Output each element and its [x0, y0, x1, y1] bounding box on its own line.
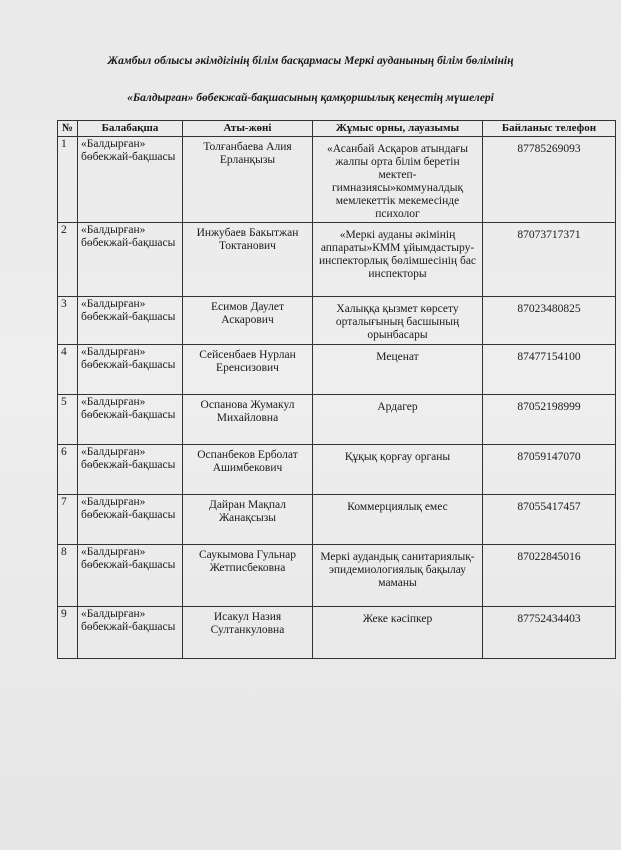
- table-row: [58, 223, 616, 297]
- cell-job: Коммерциялық емес: [313, 495, 483, 545]
- cell-job: «Асанбай Асқаров атындағы жалпы орта білім беретін мектеп-гимназиясы»коммуналдық мемлекеттік мекемесінде психолог: [313, 137, 483, 223]
- cell-phone: 87477154100: [483, 345, 616, 395]
- cell-phone: 87073717371: [483, 223, 616, 297]
- cell-kindergarten: «Балдырған» бөбекжай-бақшасы: [78, 137, 183, 223]
- table-row: [58, 297, 616, 345]
- cell-name: Исакул Назия Султанкуловна: [183, 607, 313, 659]
- table-header-row: [58, 121, 616, 137]
- cell-name: Сейсенбаев Нурлан Еренсизович: [183, 345, 313, 395]
- cell-num: 6: [58, 445, 78, 495]
- cell-kindergarten: «Балдырған» бөбекжай-бақшасы: [78, 345, 183, 395]
- cell-name: Дайран Мақпал Жанақсызы: [183, 495, 313, 545]
- table-row: [58, 137, 616, 223]
- cell-phone: 87052198999: [483, 395, 616, 445]
- cell-job: Меценат: [313, 345, 483, 395]
- cell-num: 3: [58, 297, 78, 345]
- header-name: Аты-жөні: [183, 121, 313, 137]
- cell-job: Меркі аудандық санитариялық-эпидемиологиялық бақылау маманы: [313, 545, 483, 607]
- cell-name: Толғанбаева Алия Ерланқызы: [183, 137, 313, 223]
- cell-job: Ардагер: [313, 395, 483, 445]
- cell-num: 5: [58, 395, 78, 445]
- cell-job: Халыққа қызмет көрсету орталығының басшының орынбасары: [313, 297, 483, 345]
- cell-name: Оспанова Жумакул Михайловна: [183, 395, 313, 445]
- table-row: [58, 495, 616, 545]
- cell-num: 9: [58, 607, 78, 659]
- cell-name: Инжубаев Бакытжан Токтанович: [183, 223, 313, 297]
- document-title-line2: «Балдырған» бөбекжай-бақшасының қамқоршылық кеңестің мүшелері: [127, 92, 494, 104]
- cell-num: 1: [58, 137, 78, 223]
- cell-num: 4: [58, 345, 78, 395]
- cell-kindergarten: «Балдырған» бөбекжай-бақшасы: [78, 297, 183, 345]
- cell-num: 7: [58, 495, 78, 545]
- cell-name: Оспанбеков Ерболат Ашимбекович: [183, 445, 313, 495]
- cell-job: Жеке кәсіпкер: [313, 607, 483, 659]
- table-row: [58, 545, 616, 607]
- cell-phone: 87752434403: [483, 607, 616, 659]
- cell-name: Саукымова Гульнар Жетписбековна: [183, 545, 313, 607]
- cell-kindergarten: «Балдырған» бөбекжай-бақшасы: [78, 223, 183, 297]
- table-row: [58, 395, 616, 445]
- cell-kindergarten: «Балдырған» бөбекжай-бақшасы: [78, 495, 183, 545]
- cell-phone: 87023480825: [483, 297, 616, 345]
- cell-name: Есимов Даулет Аскарович: [183, 297, 313, 345]
- header-num: №: [58, 121, 78, 137]
- cell-job: Құқық қорғау органы: [313, 445, 483, 495]
- cell-phone: 87055417457: [483, 495, 616, 545]
- cell-kindergarten: «Балдырған» бөбекжай-бақшасы: [78, 545, 183, 607]
- document-title-line1: Жамбыл облысы әкімдігінің білім басқармасы Меркі ауданының білім бөлімінің: [107, 55, 514, 67]
- cell-job: «Меркі ауданы әкімінің аппараты»КММ ұйымдастыру-инспекторлық бөлімшесінің бас инспекторы: [313, 223, 483, 297]
- table-row: [58, 445, 616, 495]
- cell-num: 2: [58, 223, 78, 297]
- cell-kindergarten: «Балдырған» бөбекжай-бақшасы: [78, 445, 183, 495]
- cell-phone: 87785269093: [483, 137, 616, 223]
- cell-num: 8: [58, 545, 78, 607]
- cell-kindergarten: «Балдырған» бөбекжай-бақшасы: [78, 395, 183, 445]
- cell-phone: 87022845016: [483, 545, 616, 607]
- header-kindergarten: Балабақша: [78, 121, 183, 137]
- cell-kindergarten: «Балдырған» бөбекжай-бақшасы: [78, 607, 183, 659]
- table-row: [58, 345, 616, 395]
- table-row: [58, 607, 616, 659]
- members-table: [57, 120, 616, 659]
- cell-phone: 87059147070: [483, 445, 616, 495]
- header-phone: Байланыс телефон: [483, 121, 616, 137]
- header-job: Жұмыс орны, лауазымы: [313, 121, 483, 137]
